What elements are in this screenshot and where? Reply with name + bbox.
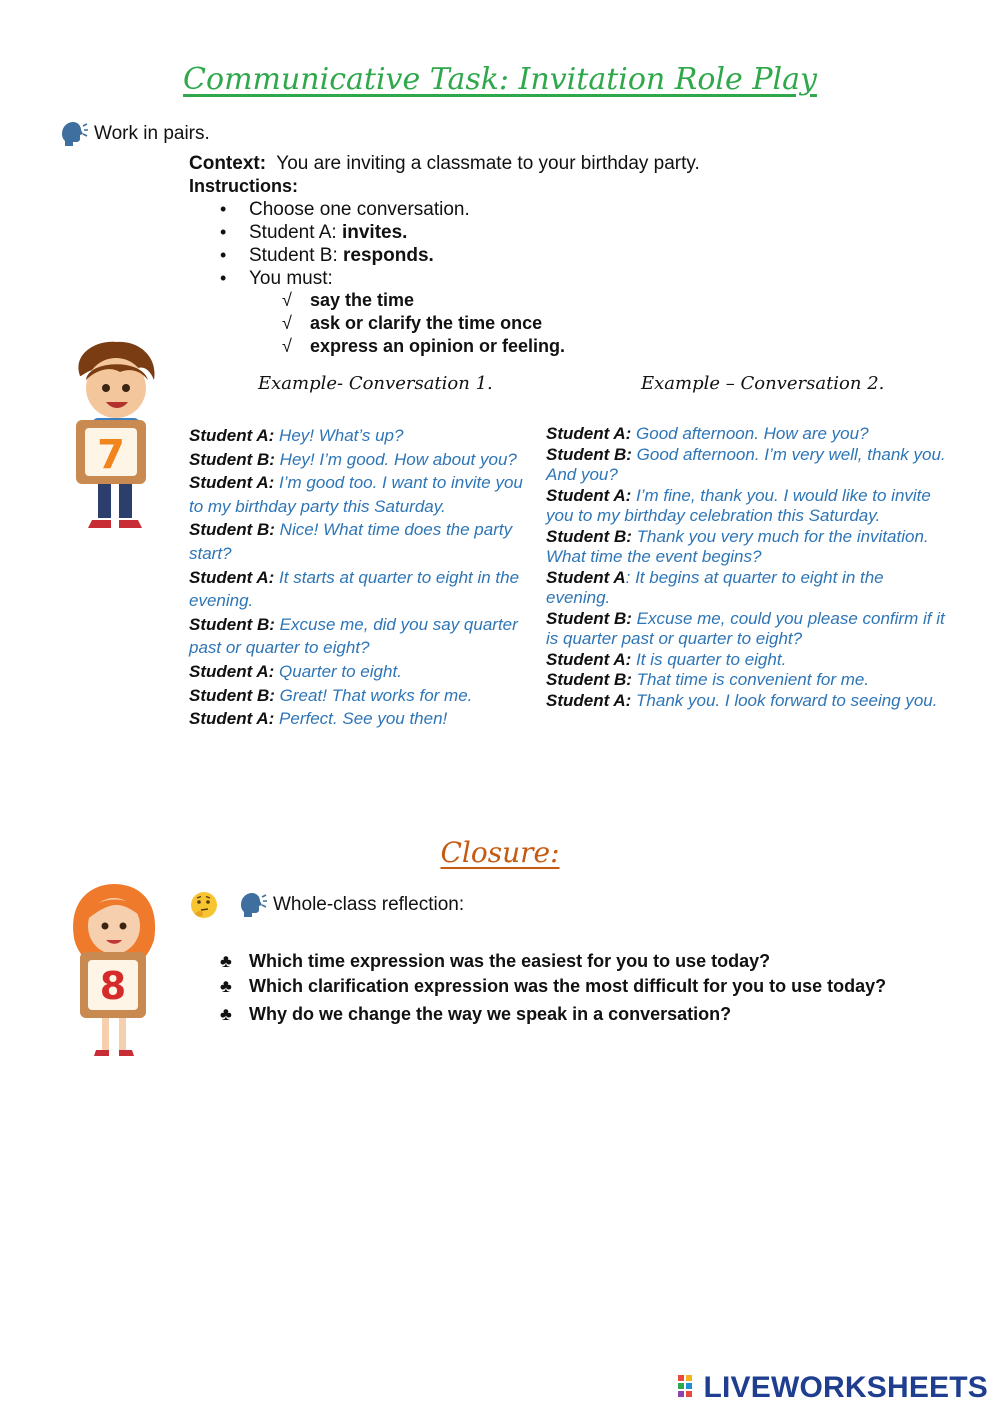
context-label: Context: [189,153,267,174]
example-1-title: Example- Conversation 1. [258,373,493,394]
list-item: • Student B: responds. [220,244,470,267]
speaking-head-icon [237,891,267,919]
conversation-1 [189,424,534,731]
dialog-line: Student B: That time is convenient for me. [546,670,870,689]
number-badge-boy [76,420,146,484]
reflection-questions [220,949,886,1027]
requirements-list [282,289,565,358]
dialog-line: Student B: Good afternoon. I’m very well, thank you. And you? [546,444,946,484]
thinking-face-icon [189,890,219,920]
context-text: You are inviting a classmate to your birthday party. [276,153,700,174]
dialog-line: Student B: Excuse me, could you please confirm if it is quarter past or quarter to eight? [546,608,945,648]
work-in-pairs [58,120,210,148]
closure-title: Closure: [440,836,560,869]
reflection-text: Whole-class reflection: [273,894,465,915]
instructions-list [220,198,470,290]
check-icon: √ [282,336,292,356]
example-2-title: Example – Conversation 2. [641,373,885,394]
check-icon: √ [282,313,292,333]
number-badge-girl [80,952,146,1018]
list-item: ♣ Which time expression was the easiest for you to use today? [220,949,886,974]
dialog-line: Student A: I’m fine, thank you. I would like to invite you to my birthday celebration this Saturday. [546,485,931,525]
conversation-2 [546,424,951,711]
dialog-line: Student A: It is quarter to eight. [546,649,787,669]
context-line [189,153,700,175]
instructions-heading: Instructions: [189,176,299,196]
dialog-line: Student B: Nice! What time does the party start? [189,520,513,563]
check-icon: √ [282,290,292,310]
dialog-line: Student A: Hey! What’s up? [189,426,404,445]
dialog-line: Student A: Quarter to eight. [189,661,402,681]
svg-text:7: 7 [97,432,125,478]
dialog-line: Student A: I’m good too. I want to invite you to my birthday party this Saturday. [189,473,523,516]
dialog-line: Student A: Good afternoon. How are you? [546,424,869,443]
club-icon: ♣ [220,1004,232,1024]
brand-text: LIVEWORKSHEETS [703,1371,988,1404]
dialog-line: Student A: It begins at quarter to eight in the evening. [546,567,884,607]
list-item: √ say the time [282,290,415,310]
dialog-line: Student A: Thank you. I look forward to seeing you. [546,690,938,710]
worksheet-title: Communicative Task: Invitation Role Play [183,62,817,97]
liveworksheets-logo-icon [678,1375,700,1401]
reflection-line [189,890,464,920]
list-item: • You must: [220,267,470,290]
club-icon: ♣ [220,976,232,996]
svg-text:8: 8 [99,964,127,1008]
boy-illustration [66,340,162,536]
list-item: √ ask or clarify the time once [282,313,543,333]
club-icon: ♣ [220,951,232,971]
list-item: ♣ Why do we change the way we speak in a conversation? [220,1002,886,1027]
speaking-head-icon [58,120,88,148]
dialog-line: Student B: Great! That works for me. [189,685,473,705]
dialog-line: Student A: It starts at quarter to eight in the evening. [189,567,520,611]
work-in-pairs-text: Work in pairs. [94,123,210,144]
list-item: • Student A: invites. [220,221,470,244]
girl-illustration [66,882,162,1062]
dialog-line: Student A: Perfect. See you then! [189,709,448,729]
list-item: • Choose one conversation. [220,198,470,221]
dialog-line: Student B: Excuse me, did you say quarter past or quarter to eight? [189,614,518,658]
brand-logo[interactable] [678,1371,989,1405]
dialog-line: Student B: Hey! I’m good. How about you? [189,449,517,469]
dialog-line: Student B: Thank you very much for the invitation. What time the event begins? [546,526,929,566]
list-item: √ express an opinion or feeling. [282,336,566,356]
list-item: ♣ Which clarification expression was the most difficult for you to use today? [220,974,886,999]
